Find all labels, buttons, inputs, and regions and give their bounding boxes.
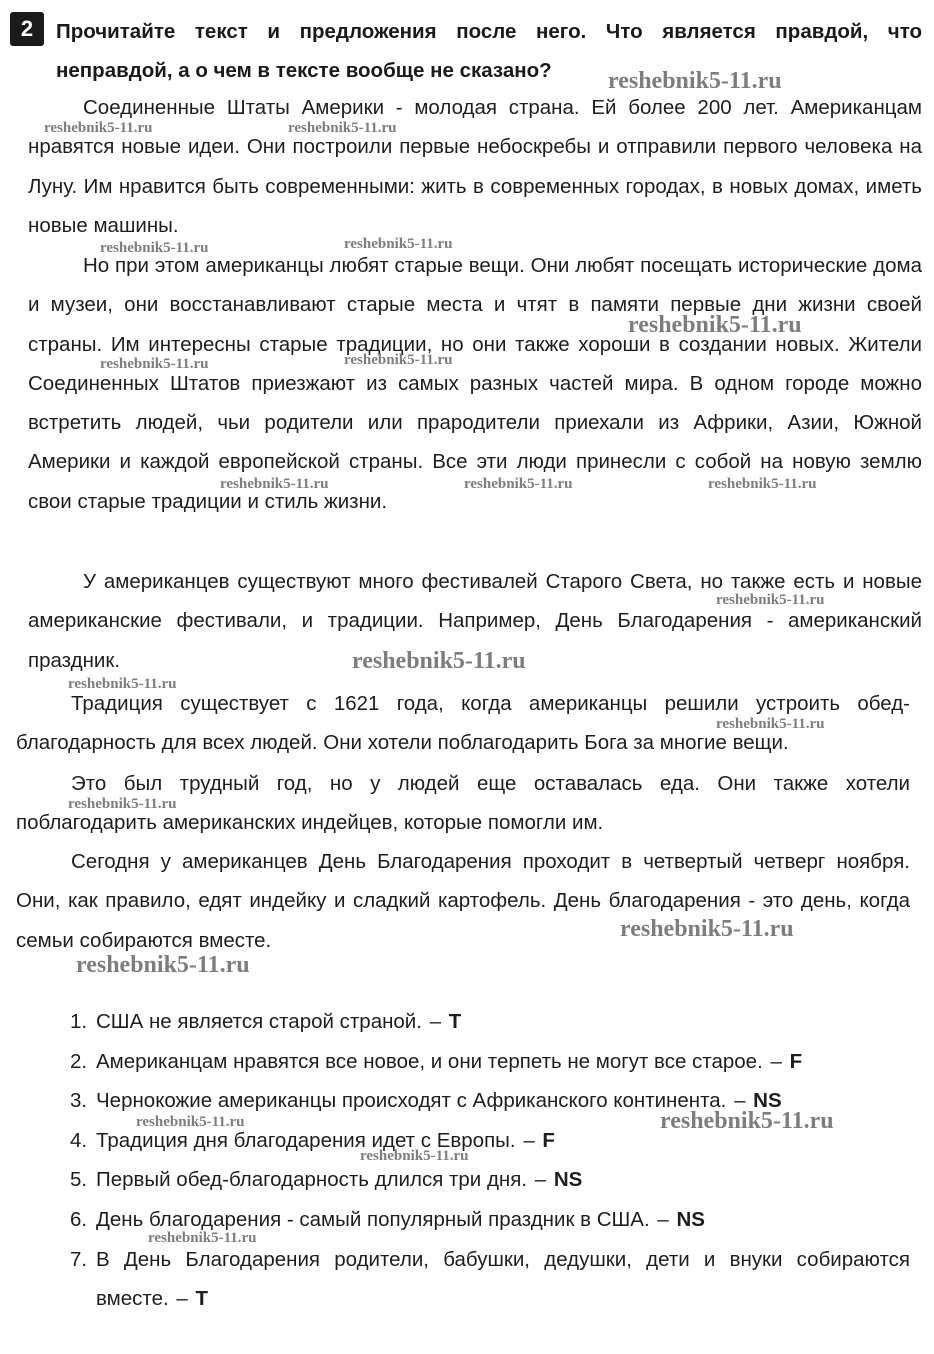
- watermark: reshebnik5-11.ru: [708, 476, 817, 492]
- statement-separator: –: [657, 1207, 669, 1231]
- task-number-badge: 2: [10, 12, 44, 46]
- task-instructions-line-1: Прочитайте текст и предложения после него. Что является правдой, что: [56, 20, 922, 43]
- watermark: reshebnik5-11.ru: [100, 356, 209, 372]
- statement-text: В День Благодарения родители, бабушки, дедушки, дети и внуки собираются вместе.: [96, 1247, 910, 1311]
- statement-separator: –: [534, 1168, 547, 1192]
- statement-answer: NS: [553, 1168, 583, 1192]
- statement-number: 2.: [70, 1049, 88, 1073]
- text-paragraph: Но при этом американцы любят старые вещи. Они любят посещать исторические дома и музеи, они восстанавливают старые места и чтят в памяти первые дни жизни своей страны. Им интересны старые традиции, но они также хороши в создании новых. Жители Соединенных Штатов приезжают из самых разных частей мира. В одном городе можно встретить людей, чьи родители или прародители приехали из Африки, Азии, Южной Америки и каждой европейской страны. Все эти люди принесли с собой на новую землю свои старые традиции и стиль жизни.: [28, 254, 922, 513]
- statement-text: Первый обед-благодарность длился три дня.: [96, 1168, 528, 1192]
- task-instructions: [56, 12, 922, 90]
- watermark: reshebnik5-11.ru: [68, 796, 177, 812]
- watermark: reshebnik5-11.ru: [620, 916, 794, 942]
- text-paragraph: Это был трудный год, но у людей еще оставалась еда. Они также хотели поблагодарить американских индейцев, которые помогли им.: [16, 772, 910, 835]
- statement-number: 4.: [70, 1128, 88, 1152]
- watermark: reshebnik5-11.ru: [628, 312, 802, 338]
- watermark: reshebnik5-11.ru: [344, 236, 453, 252]
- watermark: reshebnik5-11.ru: [68, 676, 177, 692]
- watermark: reshebnik5-11.ru: [716, 716, 825, 732]
- statement-item: [70, 1002, 910, 1042]
- watermark: reshebnik5-11.ru: [76, 952, 250, 978]
- statement-text: США не является старой страной.: [96, 1010, 422, 1033]
- statement-item: [70, 1200, 910, 1240]
- statement-number: 5.: [70, 1168, 88, 1192]
- statement-separator: –: [523, 1128, 535, 1152]
- statement-item: [70, 1160, 910, 1200]
- text-paragraph: У американцев существуют много фестивалей Старого Света, но также есть и новые американские фестивали, и традиции. Например, День Благодарения - американский праздник.: [28, 570, 922, 672]
- statements-list: [70, 1002, 910, 1319]
- statement-answer: T: [195, 1287, 209, 1311]
- text-paragraph: Сегодня у американцев День Благодарения проходит в четвертый четверг ноября. Они, как правило, едят индейку и сладкий картофель. День благодарения - это день, когда семьи собираются вместе.: [16, 850, 910, 952]
- watermark: reshebnik5-11.ru: [288, 120, 397, 136]
- watermark: reshebnik5-11.ru: [44, 120, 153, 136]
- statement-answer: T: [448, 1010, 462, 1033]
- statement-answer: F: [542, 1128, 555, 1152]
- statement-separator: –: [429, 1010, 442, 1033]
- statement-item: [70, 1042, 910, 1082]
- watermark: reshebnik5-11.ru: [608, 68, 782, 94]
- statement-text: День благодарения - самый популярный праздник в США.: [96, 1207, 650, 1231]
- statement-item: [70, 1240, 910, 1319]
- watermark: reshebnik5-11.ru: [100, 240, 209, 256]
- watermark: reshebnik5-11.ru: [136, 1114, 245, 1130]
- statement-answer: F: [789, 1049, 803, 1073]
- watermark: reshebnik5-11.ru: [716, 592, 825, 608]
- watermark: reshebnik5-11.ru: [344, 352, 453, 368]
- statement-text: Американцам нравятся все новое, и они терпеть не могут все старое.: [96, 1049, 763, 1073]
- statement-answer: NS: [753, 1089, 782, 1113]
- statement-separator: –: [734, 1089, 746, 1113]
- statement-number: 6.: [70, 1207, 88, 1231]
- statement-separator: –: [176, 1287, 188, 1311]
- statement-separator: –: [770, 1049, 782, 1073]
- statement-item: [70, 1121, 910, 1161]
- text-paragraph: Соединенные Штаты Америки - молодая страна. Ей более 200 лет. Американцам нравятся новые идеи. Они построили первые небоскребы и отправили первого человека на Луну. Им нравится быть современными: жить в современных городах, в новых домах, иметь новые машины.: [28, 96, 922, 237]
- watermark: reshebnik5-11.ru: [352, 648, 526, 674]
- text-paragraph: Традиция существует с 1621 года, когда американцы решили устроить обед-благодарность для всех людей. Они хотели поблагодарить Бога за многие вещи.: [16, 692, 910, 755]
- watermark: reshebnik5-11.ru: [360, 1148, 469, 1164]
- watermark: reshebnik5-11.ru: [220, 476, 329, 492]
- statement-item: [70, 1081, 910, 1121]
- statement-number: 3.: [70, 1089, 88, 1113]
- statement-text: Традиция дня благодарения идет с Европы.: [96, 1128, 516, 1152]
- statement-number: 7.: [70, 1247, 88, 1271]
- task-instructions-line-2: неправдой, а о чем в тексте вообще не сказано?: [56, 59, 552, 82]
- statement-answer: NS: [676, 1207, 705, 1231]
- watermark: reshebnik5-11.ru: [464, 476, 573, 492]
- statement-text: Чернокожие американцы происходят с Африканского континента.: [96, 1089, 727, 1113]
- statement-number: 1.: [70, 1010, 88, 1033]
- watermark: reshebnik5-11.ru: [148, 1230, 257, 1246]
- watermark: reshebnik5-11.ru: [660, 1108, 834, 1134]
